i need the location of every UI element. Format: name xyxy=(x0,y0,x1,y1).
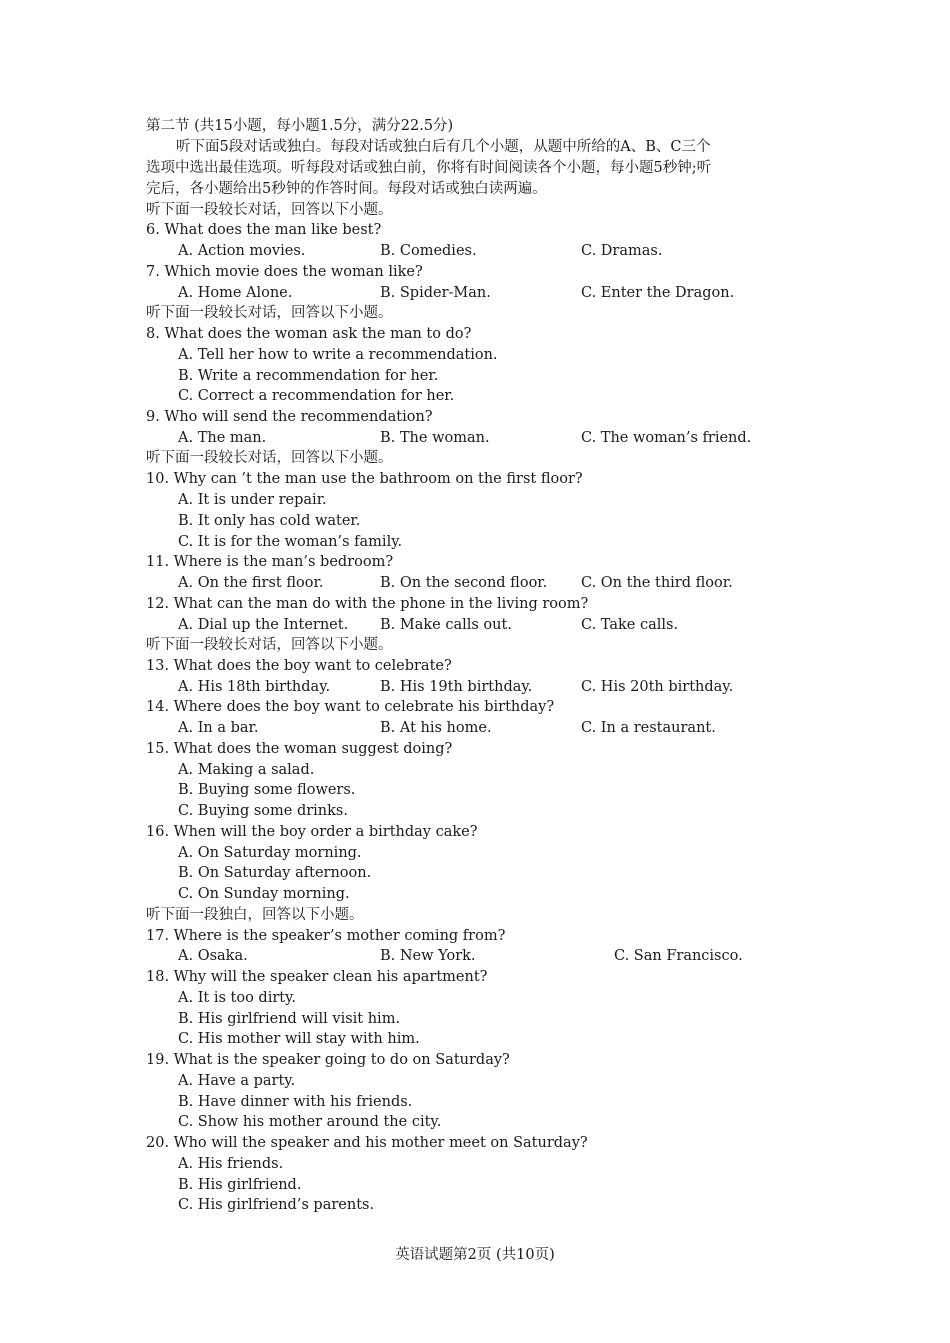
question-18-option-a: A. It is too dirty. xyxy=(178,990,296,1006)
question-17-option-c: C. San Francisco. xyxy=(614,948,743,964)
question-16-option-b: B. On Saturday afternoon. xyxy=(178,865,372,881)
dialogue-header-5: 听下面一段独白，回答以下小题。 xyxy=(146,907,364,923)
question-20-option-a: A. His friends. xyxy=(178,1156,284,1172)
question-16: 16. When will the boy order a birthday cake? xyxy=(146,824,478,840)
question-17-option-a: A. Osaka. xyxy=(178,948,248,964)
question-7-option-a: A. Home Alone. xyxy=(178,285,293,301)
question-7-option-c: C. Enter the Dragon. xyxy=(581,285,735,301)
question-18: 18. Why will the speaker clean his apartment? xyxy=(146,969,488,985)
question-20-option-c: C. His girlfriend’s parents. xyxy=(178,1197,375,1213)
question-19-option-b: B. Have dinner with his friends. xyxy=(178,1094,413,1110)
question-19-option-c: C. Show his mother around the city. xyxy=(178,1114,442,1130)
question-13-option-c: C. His 20th birthday. xyxy=(581,679,734,695)
dialogue-header-1: 听下面一段较长对话，回答以下小题。 xyxy=(146,202,393,218)
question-17: 17. Where is the speaker’s mother coming from? xyxy=(146,928,506,944)
question-8-option-c: C. Correct a recommendation for her. xyxy=(178,388,455,404)
question-8: 8. What does the woman ask the man to do? xyxy=(146,326,472,342)
question-16-option-a: A. On Saturday morning. xyxy=(178,845,362,861)
dialogue-header-3: 听下面一段较长对话，回答以下小题。 xyxy=(146,450,393,466)
question-15: 15. What does the woman suggest doing? xyxy=(146,741,453,757)
question-7: 7. Which movie does the woman like? xyxy=(146,264,423,280)
question-19: 19. What is the speaker going to do on Saturday? xyxy=(146,1052,510,1068)
question-18-option-b: B. His girlfriend will visit him. xyxy=(178,1011,401,1027)
instructions-line-1: 听下面5段对话或独白。每段对话或独白后有几个小题，从题中所给的A、B、C三个 xyxy=(176,139,711,155)
question-17-option-b: B. New York. xyxy=(380,948,476,964)
question-10: 10. Why can ’t the man use the bathroom on the first floor? xyxy=(146,471,583,487)
dialogue-header-4: 听下面一段较长对话，回答以下小题。 xyxy=(146,637,393,653)
question-9-option-c: C. The woman’s friend. xyxy=(581,430,752,446)
question-19-option-a: A. Have a party. xyxy=(178,1073,296,1089)
page-footer: 英语试题第2页 (共10页) xyxy=(395,1247,555,1263)
question-9-option-b: B. The woman. xyxy=(380,430,490,446)
question-12-option-c: C. Take calls. xyxy=(581,617,679,633)
question-14: 14. Where does the boy want to celebrate his birthday? xyxy=(146,699,555,715)
question-9-option-a: A. The man. xyxy=(178,430,267,446)
question-11-option-a: A. On the first floor. xyxy=(178,575,324,591)
question-11-option-c: C. On the third floor. xyxy=(581,575,733,591)
question-11-option-b: B. On the second floor. xyxy=(380,575,548,591)
question-16-option-c: C. On Sunday morning. xyxy=(178,886,350,902)
question-8-option-a: A. Tell her how to write a recommendation. xyxy=(178,347,498,363)
question-15-option-a: A. Making a salad. xyxy=(178,762,315,778)
question-6-option-c: C. Dramas. xyxy=(581,243,663,259)
question-10-option-a: A. It is under repair. xyxy=(178,492,327,508)
question-14-option-b: B. At his home. xyxy=(380,720,492,736)
question-7-option-b: B. Spider-Man. xyxy=(380,285,491,301)
question-13: 13. What does the boy want to celebrate? xyxy=(146,658,452,674)
question-18-option-c: C. His mother will stay with him. xyxy=(178,1031,420,1047)
question-20: 20. Who will the speaker and his mother meet on Saturday? xyxy=(146,1135,588,1151)
question-8-option-b: B. Write a recommendation for her. xyxy=(178,368,439,384)
question-10-option-b: B. It only has cold water. xyxy=(178,513,361,529)
question-11: 11. Where is the man’s bedroom? xyxy=(146,554,394,570)
question-6: 6. What does the man like best? xyxy=(146,222,382,238)
question-6-option-b: B. Comedies. xyxy=(380,243,477,259)
question-9: 9. Who will send the recommendation? xyxy=(146,409,433,425)
question-20-option-b: B. His girlfriend. xyxy=(178,1177,302,1193)
question-14-option-a: A. In a bar. xyxy=(178,720,259,736)
question-13-option-a: A. His 18th birthday. xyxy=(178,679,331,695)
question-6-option-a: A. Action movies. xyxy=(178,243,306,259)
question-12-option-b: B. Make calls out. xyxy=(380,617,512,633)
question-15-option-b: B. Buying some flowers. xyxy=(178,782,356,798)
instructions-line-3: 完后，各小题给出5秒钟的作答时间。每段对话或独白读两遍。 xyxy=(146,181,547,197)
question-12-option-a: A. Dial up the Internet. xyxy=(178,617,349,633)
question-15-option-c: C. Buying some drinks. xyxy=(178,803,348,819)
question-10-option-c: C. It is for the woman’s family. xyxy=(178,534,403,550)
question-13-option-b: B. His 19th birthday. xyxy=(380,679,533,695)
question-12: 12. What can the man do with the phone in the living room? xyxy=(146,596,589,612)
instructions-line-2: 选项中选出最佳选项。听每段对话或独白前，你将有时间阅读各个小题，每小题5秒钟;听 xyxy=(146,160,712,176)
section-title: 第二节 (共15小题，每小题1.5分，满分22.5分) xyxy=(146,118,454,134)
question-14-option-c: C. In a restaurant. xyxy=(581,720,716,736)
dialogue-header-2: 听下面一段较长对话，回答以下小题。 xyxy=(146,305,393,321)
